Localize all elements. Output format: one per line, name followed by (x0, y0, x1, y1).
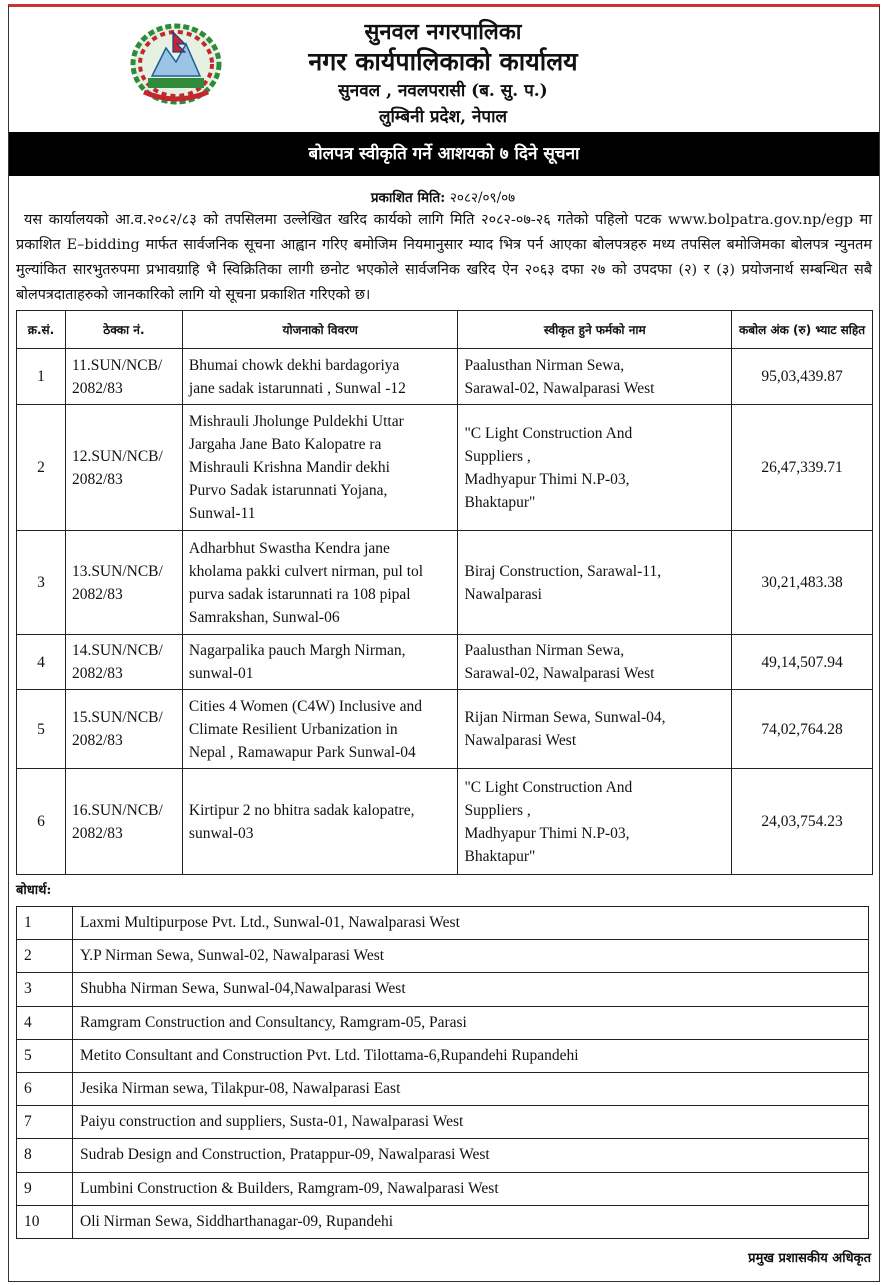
row-contract: 15.SUN/NCB/ 2082/83 (65, 690, 182, 769)
row-sn: 6 (17, 769, 66, 875)
row-contract: 11.SUN/NCB/ 2082/83 (65, 349, 182, 405)
row-firm: "C Light Construction And Suppliers , Madhyapur Thimi N.P-03, Bhaktapur" (458, 405, 732, 531)
recipient-sn: 5 (17, 1039, 73, 1072)
award-table (16, 310, 873, 875)
recipient-sn: 3 (17, 973, 73, 1006)
list-item (17, 1072, 869, 1105)
recipient-name: Oli Nirman Sewa, Siddharthanagar-09, Rupandehi (73, 1205, 869, 1238)
published-date-label: प्रकाशित मिति: (370, 190, 446, 206)
row-sn: 5 (17, 690, 66, 769)
row-amount: 26,47,339.71 (732, 405, 873, 531)
award-table-header (17, 311, 873, 349)
row-amount: 30,21,483.38 (732, 531, 873, 635)
list-item (17, 940, 869, 973)
recipient-sn: 4 (17, 1006, 73, 1039)
row-amount: 74,02,764.28 (732, 690, 873, 769)
row-description: Mishrauli Jholunge Puldekhi Uttar Jargaha Jane Bato Kalopatre ra Mishrauli Krishna Mandir dekhi Purvo Sadak istarunnati Yojana, Sunwal-11 (182, 405, 458, 531)
recipient-name: Laxmi Multipurpose Pvt. Ltd., Sunwal-01, Nawalparasi West (73, 907, 869, 940)
recipient-name: Metito Consultant and Construction Pvt. Ltd. Tilottama-6,Rupandehi Rupandehi (73, 1039, 869, 1072)
col-header-sn: क्र.सं. (17, 311, 66, 349)
row-description: Cities 4 Women (C4W) Inclusive and Climate Resilient Urbanization in Nepal , Ramawapur Park Sunwal-04 (182, 690, 458, 769)
row-description: Kirtipur 2 no bhitra sadak kalopatre, sunwal-03 (182, 769, 458, 875)
row-description: Bhumai chowk dekhi bardagoriya jane sadak istarunnati , Sunwal -12 (182, 349, 458, 405)
list-item (17, 1039, 869, 1072)
recipient-name: Shubha Nirman Sewa, Sunwal-04,Nawalparasi West (73, 973, 869, 1006)
col-header-description: योजनाको विवरण (182, 311, 458, 349)
list-item (17, 1106, 869, 1139)
intro-paragraph: यस कार्यालयको आ.व.२०८२/८३ को तपसिलमा उल्लेखित खरिद कार्यको लागि मिति २०८२-०७-२६ गतेको पहिलो पटक www.bolpatra.gov.np/egp मा प्रकाशित E–bidding मार्फत सार्वजनिक सूचना आह्वान गरिए बमोजिम नियमानुसार म्याद भित्र पर्न आएका बोलपत्रहरु मध्य तपसिल बमोजिमका बोलपत्र न्युनतम मुल्यांकित सारभुतरुपमा प्रभावग्राहि भै स्विक्रितिका लागी छनोट भएकोले सार्वजनिक खरिद ऐन २०६३ दफा २७ को उपदफा (२) र (३) प्रयोजनार्थ सम्बन्धित सबै बोलपत्रदाताहरुको जानकारिको लागि यो सूचना प्रकाशित गरिएको छ। (16, 212, 872, 303)
row-contract: 14.SUN/NCB/ 2082/83 (65, 635, 182, 690)
recipient-sn: 6 (17, 1072, 73, 1105)
office-name: नगर कार्यपालिकाको कार्यालय (308, 47, 578, 76)
row-sn: 3 (17, 531, 66, 635)
row-contract: 13.SUN/NCB/ 2082/83 (65, 531, 182, 635)
list-item (17, 973, 869, 1006)
table-row (17, 690, 873, 769)
published-date-value: २०८२/०९/०७ (449, 190, 516, 206)
row-amount: 24,03,754.23 (732, 769, 873, 875)
published-date (0, 188, 886, 206)
row-firm: Paalusthan Nirman Sewa, Sarawal-02, Nawalparasi West (458, 635, 732, 690)
row-firm: Biraj Construction, Sarawal-11, Nawalparasi (458, 531, 732, 635)
table-row (17, 349, 873, 405)
recipient-sn: 2 (17, 940, 73, 973)
recipient-name: Jesika Nirman sewa, Tilakpur-08, Nawalparasi East (73, 1072, 869, 1105)
row-sn: 2 (17, 405, 66, 531)
row-amount: 95,03,439.87 (732, 349, 873, 405)
recipient-name: Ramgram Construction and Consultancy, Ramgram-05, Parasi (73, 1006, 869, 1039)
recipient-sn: 8 (17, 1139, 73, 1172)
table-row (17, 405, 873, 531)
list-item (17, 1172, 869, 1205)
row-sn: 4 (17, 635, 66, 690)
list-item (17, 1006, 869, 1039)
recipient-sn: 9 (17, 1172, 73, 1205)
row-sn: 1 (17, 349, 66, 405)
table-row (17, 531, 873, 635)
row-amount: 49,14,507.94 (732, 635, 873, 690)
recipient-name: Y.P Nirman Sewa, Sunwal-02, Nawalparasi West (73, 940, 869, 973)
list-item (17, 1205, 869, 1238)
row-firm: Paalusthan Nirman Sewa, Sarawal-02, Nawalparasi West (458, 349, 732, 405)
row-contract: 16.SUN/NCB/ 2082/83 (65, 769, 182, 875)
col-header-contract: ठेक्का नं. (65, 311, 182, 349)
col-header-amount: कबोल अंक (रु) भ्याट सहित (732, 311, 873, 349)
table-row (17, 635, 873, 690)
recipient-name: Paiyu construction and suppliers, Susta-01, Nawalparasi West (73, 1106, 869, 1139)
row-firm: "C Light Construction And Suppliers , Madhyapur Thimi N.P-03, Bhaktapur" (458, 769, 732, 875)
list-item (17, 1139, 869, 1172)
recipient-name: Sudrab Design and Construction, Pratappur-09, Nawalparasi West (73, 1139, 869, 1172)
signature-title: प्रमुख प्रशासकीय अधिकृत (748, 1251, 871, 1266)
recipient-sn: 10 (17, 1205, 73, 1238)
list-item (17, 907, 869, 940)
office-location: सुनवल , नवलपरासी (ब. सु. प.) (338, 81, 548, 101)
copy-to-label: बोधार्थ: (16, 883, 52, 898)
row-description: Nagarpalika pauch Margh Nirman, sunwal-01 (182, 635, 458, 690)
row-description: Adharbhut Swastha Kendra jane kholama pakki culvert nirman, pul tol purva sadak istarunnati ra 108 pipal Samrakshan, Sunwal-06 (182, 531, 458, 635)
recipient-sn: 1 (17, 907, 73, 940)
recipient-sn: 7 (17, 1106, 73, 1139)
province-name: लुम्बिनी प्रदेश, नेपाल (378, 107, 508, 127)
row-contract: 12.SUN/NCB/ 2082/83 (65, 405, 182, 531)
col-header-firm: स्वीकृत हुने फर्मको नाम (458, 311, 732, 349)
municipality-name: सुनवल नगरपालिका (364, 19, 522, 45)
notice-title: बोलपत्र स्वीकृति गर्ने आशयको ७ दिने सूचना (9, 132, 879, 176)
row-firm: Rijan Nirman Sewa, Sunwal-04, Nawalparasi West (458, 690, 732, 769)
recipients-table (16, 906, 869, 1239)
recipient-name: Lumbini Construction & Builders, Ramgram-09, Nawalparasi West (73, 1172, 869, 1205)
table-row (17, 769, 873, 875)
